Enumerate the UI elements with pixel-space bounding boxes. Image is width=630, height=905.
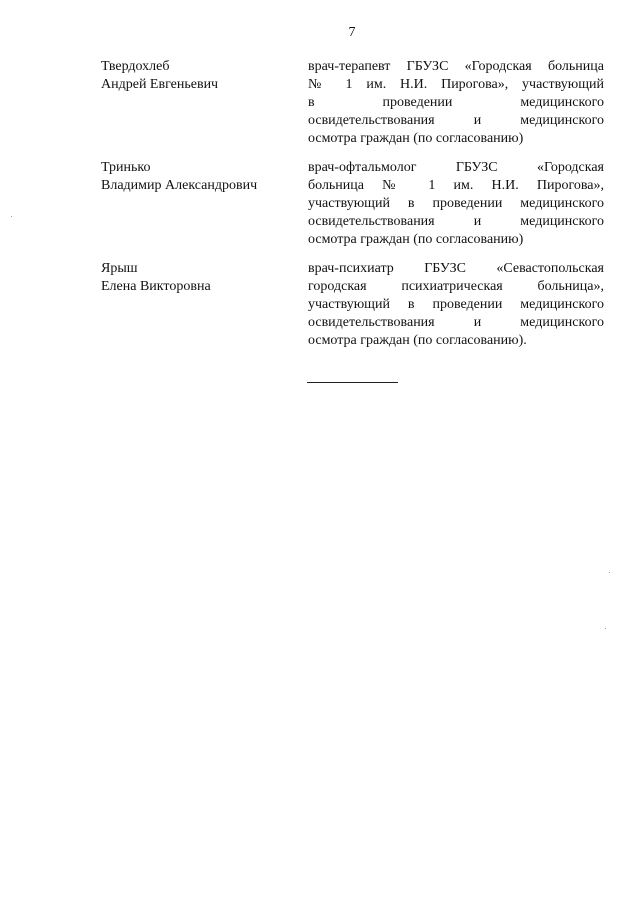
member-name xyxy=(101,58,301,94)
role-line: осмотра граждан (по согласованию) xyxy=(308,232,524,247)
role-line: врач-терапевт ГБУЗС «Городская больница xyxy=(308,59,604,74)
end-of-list-rule xyxy=(307,382,398,383)
member-name xyxy=(101,159,301,195)
member-role-description xyxy=(308,159,604,249)
role-line: врач-психиатр ГБУЗС «Севастопольская xyxy=(308,261,604,276)
role-line: городская психиатрическая больница», xyxy=(308,279,604,294)
member-given-names: Владимир Александрович xyxy=(101,178,258,193)
role-line: освидетельствования и медицинского xyxy=(308,315,604,330)
scan-speck xyxy=(609,572,610,573)
member-surname: Ярыш xyxy=(101,261,138,276)
role-line: врач-офтальмолог ГБУЗС «Городская xyxy=(308,160,604,175)
role-line: осмотра граждан (по согласованию) xyxy=(308,131,524,146)
role-line: участвующий в проведении медицинского xyxy=(308,196,604,211)
role-line: участвующий в проведении медицинского xyxy=(308,297,604,312)
member-given-names: Елена Викторовна xyxy=(101,279,211,294)
member-surname: Тринько xyxy=(101,160,151,175)
member-role-description xyxy=(308,58,604,148)
role-line: больница № 1 им. Н.И. Пирогова», xyxy=(308,178,604,193)
role-line: № 1 им. Н.И. Пирогова», участвующий xyxy=(308,77,604,92)
member-given-names: Андрей Евгеньевич xyxy=(101,77,219,92)
scan-speck xyxy=(11,216,12,217)
scan-speck xyxy=(605,628,606,629)
member-surname: Твердохлеб xyxy=(101,59,170,74)
page-number: 7 xyxy=(348,25,356,40)
role-line: осмотра граждан (по согласованию). xyxy=(308,333,527,348)
member-name xyxy=(101,260,301,296)
role-line: освидетельствования и медицинского xyxy=(308,214,604,229)
role-line: в проведении медицинского xyxy=(308,95,604,110)
member-role-description xyxy=(308,260,604,350)
role-line: освидетельствования и медицинского xyxy=(308,113,604,128)
